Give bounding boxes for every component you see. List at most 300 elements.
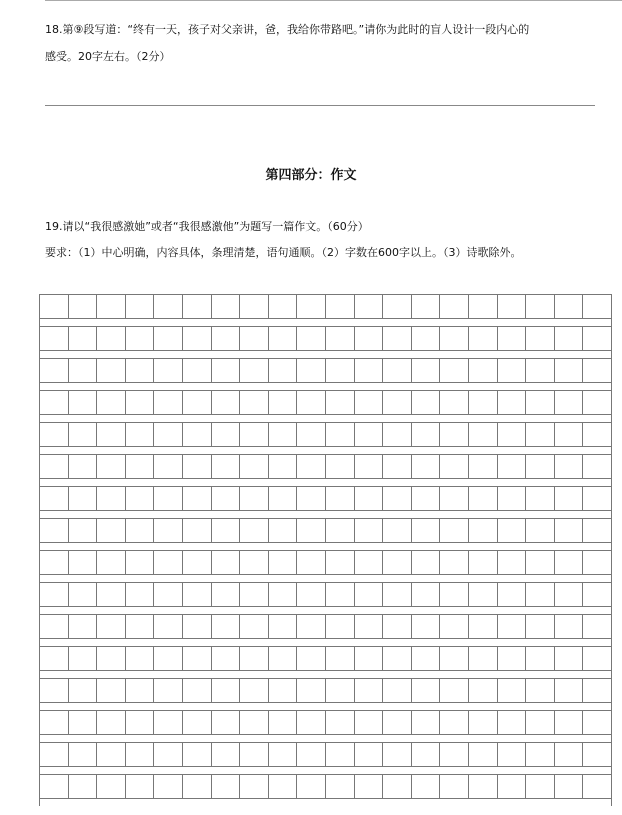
grid-cell[interactable]	[154, 359, 183, 382]
grid-cell[interactable]	[183, 359, 212, 382]
grid-cell[interactable]	[69, 583, 98, 606]
grid-cell[interactable]	[240, 551, 269, 574]
grid-cell[interactable]	[297, 423, 326, 446]
grid-cell[interactable]	[40, 775, 69, 798]
grid-cell[interactable]	[583, 359, 611, 382]
grid-cell[interactable]	[269, 455, 298, 478]
grid-cell[interactable]	[183, 391, 212, 414]
grid-cell[interactable]	[97, 455, 126, 478]
grid-cell[interactable]	[469, 743, 498, 766]
grid-cell[interactable]	[412, 327, 441, 350]
grid-cell[interactable]	[69, 295, 98, 318]
grid-cell[interactable]	[154, 455, 183, 478]
grid-cell[interactable]	[583, 647, 611, 670]
grid-cell[interactable]	[469, 775, 498, 798]
grid-cell[interactable]	[469, 423, 498, 446]
grid-cell[interactable]	[326, 423, 355, 446]
grid-cell[interactable]	[40, 679, 69, 702]
grid-cell[interactable]	[355, 583, 384, 606]
grid-cell[interactable]	[269, 775, 298, 798]
grid-cell[interactable]	[440, 391, 469, 414]
grid-cell[interactable]	[583, 391, 611, 414]
grid-cell[interactable]	[212, 359, 241, 382]
grid-cell[interactable]	[40, 615, 69, 638]
grid-cell[interactable]	[212, 519, 241, 542]
grid-cell[interactable]	[40, 551, 69, 574]
grid-cell[interactable]	[40, 423, 69, 446]
grid-cell[interactable]	[212, 583, 241, 606]
grid-cell[interactable]	[498, 647, 527, 670]
grid-cell[interactable]	[412, 743, 441, 766]
grid-cell[interactable]	[40, 743, 69, 766]
grid-cell[interactable]	[355, 551, 384, 574]
grid-cell[interactable]	[154, 391, 183, 414]
grid-cell[interactable]	[97, 423, 126, 446]
grid-cell[interactable]	[469, 455, 498, 478]
grid-cell[interactable]	[326, 359, 355, 382]
grid-cell[interactable]	[154, 519, 183, 542]
grid-cell[interactable]	[297, 743, 326, 766]
grid-cell[interactable]	[240, 327, 269, 350]
grid-cell[interactable]	[212, 487, 241, 510]
grid-cell[interactable]	[355, 775, 384, 798]
grid-cell[interactable]	[526, 423, 555, 446]
grid-cell[interactable]	[526, 583, 555, 606]
grid-cell[interactable]	[326, 679, 355, 702]
grid-cell[interactable]	[297, 359, 326, 382]
grid-cell[interactable]	[355, 423, 384, 446]
grid-cell[interactable]	[126, 391, 155, 414]
grid-cell[interactable]	[469, 615, 498, 638]
grid-cell[interactable]	[240, 775, 269, 798]
grid-cell[interactable]	[526, 647, 555, 670]
grid-cell[interactable]	[183, 327, 212, 350]
grid-cell[interactable]	[412, 551, 441, 574]
grid-cell[interactable]	[355, 487, 384, 510]
grid-cell[interactable]	[212, 455, 241, 478]
grid-cell[interactable]	[555, 487, 584, 510]
grid-cell[interactable]	[183, 295, 212, 318]
grid-cell[interactable]	[97, 583, 126, 606]
grid-cell[interactable]	[440, 423, 469, 446]
grid-cell[interactable]	[97, 551, 126, 574]
grid-cell[interactable]	[498, 423, 527, 446]
grid-cell[interactable]	[154, 327, 183, 350]
grid-cell[interactable]	[412, 391, 441, 414]
grid-cell[interactable]	[40, 711, 69, 734]
grid-cell[interactable]	[297, 679, 326, 702]
grid-cell[interactable]	[326, 583, 355, 606]
grid-cell[interactable]	[297, 455, 326, 478]
grid-cell[interactable]	[126, 455, 155, 478]
grid-cell[interactable]	[326, 743, 355, 766]
grid-cell[interactable]	[326, 487, 355, 510]
grid-cell[interactable]	[40, 391, 69, 414]
grid-cell[interactable]	[498, 519, 527, 542]
grid-cell[interactable]	[326, 519, 355, 542]
grid-cell[interactable]	[383, 647, 412, 670]
grid-cell[interactable]	[469, 711, 498, 734]
grid-cell[interactable]	[183, 615, 212, 638]
grid-cell[interactable]	[126, 295, 155, 318]
grid-cell[interactable]	[154, 583, 183, 606]
grid-cell[interactable]	[355, 455, 384, 478]
grid-cell[interactable]	[297, 551, 326, 574]
grid-cell[interactable]	[297, 775, 326, 798]
grid-cell[interactable]	[383, 583, 412, 606]
grid-cell[interactable]	[97, 359, 126, 382]
grid-cell[interactable]	[40, 647, 69, 670]
grid-cell[interactable]	[412, 647, 441, 670]
grid-cell[interactable]	[240, 423, 269, 446]
grid-cell[interactable]	[269, 583, 298, 606]
grid-cell[interactable]	[240, 615, 269, 638]
grid-cell[interactable]	[412, 711, 441, 734]
grid-cell[interactable]	[583, 551, 611, 574]
grid-cell[interactable]	[212, 743, 241, 766]
grid-cell[interactable]	[212, 551, 241, 574]
grid-cell[interactable]	[355, 743, 384, 766]
grid-cell[interactable]	[469, 359, 498, 382]
grid-cell[interactable]	[212, 679, 241, 702]
grid-cell[interactable]	[69, 423, 98, 446]
grid-cell[interactable]	[297, 327, 326, 350]
grid-cell[interactable]	[326, 391, 355, 414]
grid-cell[interactable]	[355, 359, 384, 382]
grid-cell[interactable]	[326, 647, 355, 670]
grid-cell[interactable]	[526, 679, 555, 702]
grid-cell[interactable]	[526, 711, 555, 734]
grid-cell[interactable]	[412, 487, 441, 510]
grid-cell[interactable]	[183, 679, 212, 702]
grid-cell[interactable]	[69, 519, 98, 542]
grid-cell[interactable]	[69, 743, 98, 766]
grid-cell[interactable]	[498, 455, 527, 478]
grid-cell[interactable]	[269, 487, 298, 510]
grid-cell[interactable]	[355, 615, 384, 638]
grid-cell[interactable]	[383, 679, 412, 702]
grid-cell[interactable]	[412, 679, 441, 702]
grid-cell[interactable]	[126, 615, 155, 638]
grid-cell[interactable]	[240, 295, 269, 318]
grid-cell[interactable]	[183, 519, 212, 542]
grid-cell[interactable]	[183, 583, 212, 606]
grid-cell[interactable]	[97, 647, 126, 670]
grid-cell[interactable]	[383, 455, 412, 478]
grid-cell[interactable]	[126, 551, 155, 574]
grid-cell[interactable]	[498, 295, 527, 318]
grid-cell[interactable]	[126, 679, 155, 702]
grid-cell[interactable]	[526, 615, 555, 638]
grid-cell[interactable]	[154, 295, 183, 318]
grid-cell[interactable]	[240, 391, 269, 414]
grid-cell[interactable]	[269, 519, 298, 542]
grid-cell[interactable]	[526, 519, 555, 542]
grid-cell[interactable]	[583, 615, 611, 638]
grid-cell[interactable]	[40, 519, 69, 542]
grid-cell[interactable]	[297, 615, 326, 638]
grid-cell[interactable]	[269, 615, 298, 638]
grid-cell[interactable]	[498, 743, 527, 766]
grid-cell[interactable]	[40, 327, 69, 350]
grid-cell[interactable]	[498, 615, 527, 638]
grid-cell[interactable]	[412, 775, 441, 798]
grid-cell[interactable]	[440, 487, 469, 510]
grid-cell[interactable]	[498, 775, 527, 798]
grid-cell[interactable]	[212, 647, 241, 670]
grid-cell[interactable]	[383, 775, 412, 798]
grid-cell[interactable]	[498, 327, 527, 350]
grid-cell[interactable]	[69, 391, 98, 414]
grid-cell[interactable]	[412, 359, 441, 382]
grid-cell[interactable]	[212, 327, 241, 350]
grid-cell[interactable]	[183, 775, 212, 798]
grid-cell[interactable]	[583, 295, 611, 318]
grid-cell[interactable]	[269, 391, 298, 414]
grid-cell[interactable]	[383, 327, 412, 350]
grid-cell[interactable]	[183, 711, 212, 734]
grid-cell[interactable]	[126, 775, 155, 798]
grid-cell[interactable]	[69, 647, 98, 670]
grid-cell[interactable]	[555, 647, 584, 670]
grid-cell[interactable]	[154, 487, 183, 510]
grid-cell[interactable]	[440, 295, 469, 318]
grid-cell[interactable]	[326, 455, 355, 478]
grid-cell[interactable]	[526, 487, 555, 510]
grid-cell[interactable]	[526, 551, 555, 574]
grid-cell[interactable]	[69, 327, 98, 350]
grid-cell[interactable]	[555, 519, 584, 542]
grid-cell[interactable]	[40, 295, 69, 318]
grid-cell[interactable]	[383, 487, 412, 510]
grid-cell[interactable]	[583, 679, 611, 702]
grid-cell[interactable]	[526, 775, 555, 798]
grid-cell[interactable]	[440, 711, 469, 734]
grid-cell[interactable]	[498, 487, 527, 510]
grid-cell[interactable]	[440, 583, 469, 606]
grid-cell[interactable]	[97, 295, 126, 318]
grid-cell[interactable]	[469, 647, 498, 670]
grid-cell[interactable]	[269, 743, 298, 766]
grid-cell[interactable]	[583, 583, 611, 606]
grid-cell[interactable]	[126, 583, 155, 606]
grid-cell[interactable]	[69, 615, 98, 638]
grid-cell[interactable]	[583, 775, 611, 798]
grid-cell[interactable]	[383, 551, 412, 574]
grid-cell[interactable]	[97, 391, 126, 414]
grid-cell[interactable]	[469, 391, 498, 414]
grid-cell[interactable]	[440, 775, 469, 798]
grid-cell[interactable]	[583, 711, 611, 734]
grid-cell[interactable]	[269, 647, 298, 670]
grid-cell[interactable]	[555, 327, 584, 350]
grid-cell[interactable]	[183, 647, 212, 670]
grid-cell[interactable]	[126, 423, 155, 446]
grid-cell[interactable]	[269, 423, 298, 446]
grid-cell[interactable]	[154, 711, 183, 734]
grid-cell[interactable]	[355, 679, 384, 702]
grid-cell[interactable]	[326, 615, 355, 638]
grid-cell[interactable]	[240, 519, 269, 542]
grid-cell[interactable]	[269, 327, 298, 350]
grid-cell[interactable]	[498, 359, 527, 382]
grid-cell[interactable]	[269, 679, 298, 702]
grid-cell[interactable]	[240, 711, 269, 734]
grid-cell[interactable]	[97, 615, 126, 638]
grid-cell[interactable]	[526, 743, 555, 766]
grid-cell[interactable]	[297, 391, 326, 414]
grid-cell[interactable]	[555, 551, 584, 574]
grid-cell[interactable]	[383, 391, 412, 414]
grid-cell[interactable]	[526, 359, 555, 382]
grid-cell[interactable]	[440, 743, 469, 766]
grid-cell[interactable]	[469, 583, 498, 606]
grid-cell[interactable]	[269, 711, 298, 734]
grid-cell[interactable]	[126, 487, 155, 510]
grid-cell[interactable]	[69, 455, 98, 478]
q18-answer-line[interactable]	[45, 105, 595, 106]
grid-cell[interactable]	[412, 519, 441, 542]
grid-cell[interactable]	[440, 519, 469, 542]
grid-cell[interactable]	[212, 775, 241, 798]
grid-cell[interactable]	[383, 743, 412, 766]
grid-cell[interactable]	[326, 711, 355, 734]
grid-cell[interactable]	[126, 519, 155, 542]
grid-cell[interactable]	[383, 423, 412, 446]
grid-cell[interactable]	[383, 295, 412, 318]
grid-cell[interactable]	[183, 743, 212, 766]
grid-cell[interactable]	[440, 359, 469, 382]
grid-cell[interactable]	[183, 455, 212, 478]
grid-cell[interactable]	[154, 423, 183, 446]
grid-cell[interactable]	[326, 551, 355, 574]
grid-cell[interactable]	[97, 487, 126, 510]
grid-cell[interactable]	[240, 487, 269, 510]
grid-cell[interactable]	[126, 359, 155, 382]
grid-cell[interactable]	[212, 391, 241, 414]
grid-cell[interactable]	[240, 359, 269, 382]
grid-cell[interactable]	[412, 455, 441, 478]
grid-cell[interactable]	[555, 615, 584, 638]
grid-cell[interactable]	[498, 679, 527, 702]
grid-cell[interactable]	[326, 295, 355, 318]
grid-cell[interactable]	[154, 615, 183, 638]
grid-cell[interactable]	[583, 327, 611, 350]
grid-cell[interactable]	[555, 359, 584, 382]
grid-cell[interactable]	[440, 455, 469, 478]
grid-cell[interactable]	[97, 743, 126, 766]
grid-cell[interactable]	[297, 647, 326, 670]
grid-cell[interactable]	[154, 743, 183, 766]
grid-cell[interactable]	[69, 679, 98, 702]
grid-cell[interactable]	[240, 679, 269, 702]
grid-cell[interactable]	[212, 615, 241, 638]
grid-cell[interactable]	[240, 583, 269, 606]
writing-grid[interactable]	[39, 294, 612, 806]
grid-cell[interactable]	[355, 295, 384, 318]
grid-cell[interactable]	[126, 711, 155, 734]
grid-cell[interactable]	[269, 551, 298, 574]
grid-cell[interactable]	[498, 711, 527, 734]
grid-cell[interactable]	[412, 295, 441, 318]
grid-cell[interactable]	[412, 583, 441, 606]
grid-cell[interactable]	[583, 519, 611, 542]
grid-cell[interactable]	[498, 583, 527, 606]
grid-cell[interactable]	[555, 775, 584, 798]
grid-cell[interactable]	[355, 391, 384, 414]
grid-cell[interactable]	[526, 295, 555, 318]
grid-cell[interactable]	[40, 583, 69, 606]
grid-cell[interactable]	[97, 519, 126, 542]
grid-cell[interactable]	[297, 519, 326, 542]
grid-cell[interactable]	[297, 711, 326, 734]
grid-cell[interactable]	[126, 327, 155, 350]
grid-cell[interactable]	[469, 679, 498, 702]
grid-cell[interactable]	[555, 711, 584, 734]
grid-cell[interactable]	[469, 487, 498, 510]
grid-cell[interactable]	[212, 711, 241, 734]
grid-cell[interactable]	[154, 647, 183, 670]
grid-cell[interactable]	[97, 775, 126, 798]
grid-cell[interactable]	[269, 359, 298, 382]
grid-cell[interactable]	[183, 551, 212, 574]
grid-cell[interactable]	[555, 679, 584, 702]
grid-cell[interactable]	[412, 615, 441, 638]
grid-cell[interactable]	[69, 487, 98, 510]
grid-cell[interactable]	[240, 743, 269, 766]
grid-cell[interactable]	[498, 391, 527, 414]
grid-cell[interactable]	[555, 743, 584, 766]
grid-cell[interactable]	[297, 295, 326, 318]
grid-cell[interactable]	[40, 359, 69, 382]
grid-cell[interactable]	[69, 551, 98, 574]
grid-cell[interactable]	[40, 487, 69, 510]
grid-cell[interactable]	[383, 359, 412, 382]
grid-cell[interactable]	[269, 295, 298, 318]
grid-cell[interactable]	[355, 519, 384, 542]
grid-cell[interactable]	[469, 519, 498, 542]
grid-cell[interactable]	[583, 487, 611, 510]
grid-cell[interactable]	[240, 455, 269, 478]
grid-cell[interactable]	[440, 615, 469, 638]
grid-cell[interactable]	[326, 327, 355, 350]
grid-cell[interactable]	[212, 423, 241, 446]
grid-cell[interactable]	[440, 679, 469, 702]
grid-cell[interactable]	[526, 455, 555, 478]
grid-cell[interactable]	[297, 487, 326, 510]
grid-cell[interactable]	[555, 391, 584, 414]
grid-cell[interactable]	[412, 423, 441, 446]
grid-cell[interactable]	[97, 327, 126, 350]
grid-cell[interactable]	[498, 551, 527, 574]
grid-cell[interactable]	[440, 327, 469, 350]
grid-cell[interactable]	[154, 679, 183, 702]
grid-cell[interactable]	[154, 551, 183, 574]
grid-cell[interactable]	[355, 647, 384, 670]
grid-cell[interactable]	[555, 423, 584, 446]
grid-cell[interactable]	[183, 423, 212, 446]
grid-cell[interactable]	[97, 679, 126, 702]
grid-cell[interactable]	[440, 647, 469, 670]
grid-cell[interactable]	[583, 455, 611, 478]
grid-cell[interactable]	[555, 455, 584, 478]
grid-cell[interactable]	[212, 295, 241, 318]
grid-cell[interactable]	[583, 743, 611, 766]
grid-cell[interactable]	[326, 775, 355, 798]
grid-cell[interactable]	[383, 615, 412, 638]
grid-cell[interactable]	[469, 551, 498, 574]
grid-cell[interactable]	[126, 647, 155, 670]
